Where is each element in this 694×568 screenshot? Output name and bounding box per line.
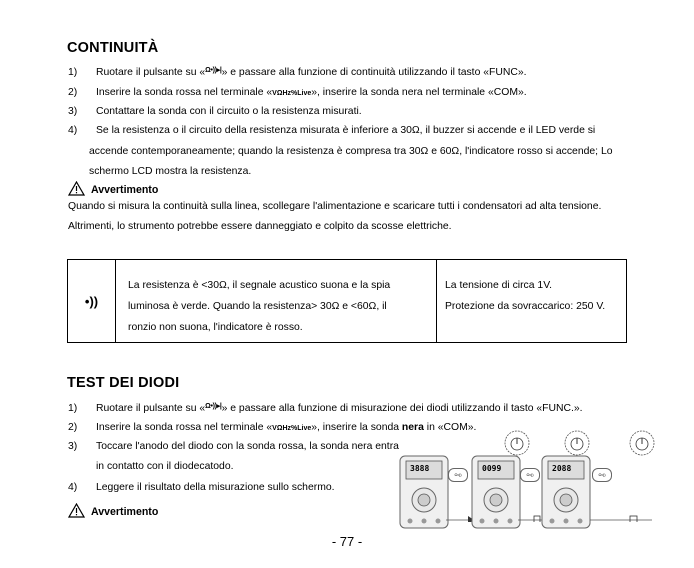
continuity-warning: Avvertimento <box>68 181 158 197</box>
multimeter-3 <box>540 454 592 530</box>
continuity-step-4-line-2: accende contemporaneamente; quando la resistenza è compresa tra 30Ω e 60Ω, l'indicatore rosso si accende; Lo <box>89 146 613 157</box>
diode-warning: Avvertimento <box>68 503 158 519</box>
step-number: 4) <box>68 125 78 136</box>
step-number: 3) <box>68 106 78 117</box>
continuity-spec-table <box>67 259 627 343</box>
diode-step-1: Ruotare il pulsante su «Ω•))▸|» e passare alla funzione di misurazione dei diodi utilizzando il tasto «FUNC.». <box>96 402 583 417</box>
dial-label: Ω•)) <box>520 468 540 482</box>
dial-label: Ω•)) <box>592 468 612 482</box>
step-number: 4) <box>68 482 78 493</box>
continuity-step-4-line-3: schermo LCD mostra la resistenza. <box>89 166 252 177</box>
step-number: 2) <box>68 422 78 433</box>
continuity-step-3: Contattare la sonda con il circuito o la resistenza misurati. <box>96 106 362 117</box>
step-number: 2) <box>68 87 78 98</box>
lcd-display: 0099 <box>482 464 502 473</box>
diode-step-3-line-1: Toccare l'anodo del diodo con la sonda rossa, la sonda nera entra <box>96 441 399 452</box>
rotary-symbol: Ω•))▸| <box>205 403 222 410</box>
diode-step-4: Leggere il risultato della misurazione sullo schermo. <box>96 482 335 493</box>
terminal-label: VΩHz%Live <box>272 90 312 97</box>
diode-heading: TEST DEI DIODI <box>67 375 180 391</box>
page-number: - 77 - <box>331 534 363 549</box>
lcd-display: 3888 <box>410 464 430 473</box>
buzzer-icon: •)) <box>68 260 116 343</box>
continuity-step-1: Ruotare il pulsante su «Ω•))▸|» e passare alla funzione di continuità utilizzando il tasto «FUNC». <box>96 66 527 81</box>
step-number: 1) <box>68 403 78 414</box>
rotary-symbol: Ω•))▸| <box>205 67 222 74</box>
continuity-warning-line-1: Quando si misura la continuità sulla linea, scollegare l'alimentazione e scaricare tutti i condensatori ad alta tensione. <box>68 201 602 212</box>
step-number: 1) <box>68 67 78 78</box>
spec-cell: La tensione di circa 1V. Protezione da sovraccarico: 250 V. <box>437 260 627 343</box>
description-cell: La resistenza è <30Ω, il segnale acustico suona e la spia luminosa è verde. Quando la resistenza> 30Ω e <60Ω, il ronzio non suona, l'indicatore è rosso. <box>116 260 437 343</box>
step-number: 3) <box>68 441 78 452</box>
continuity-heading: CONTINUITÀ <box>67 40 159 56</box>
dial-label: Ω•)) <box>448 468 468 482</box>
terminal-label: VΩHz%Live <box>272 425 312 432</box>
continuity-warning-line-2: Altrimenti, lo strumento potrebbe essere danneggiato e colpito da scosse elettriche. <box>68 221 452 232</box>
dial-callout-icon <box>625 428 659 458</box>
diode-step-3-line-2: in contatto con il diodecatodo. <box>96 461 234 472</box>
diode-probe-icon <box>590 502 652 522</box>
diode-step-2: Inserire la sonda rossa nel terminale «VΩHz%Live», inserire la sonda nera in «COM». <box>96 421 476 436</box>
continuity-step-4-line-1: Se la resistenza o il circuito della resistenza misurata è inferiore a 30Ω, il buzzer si accende e il LED verde si <box>96 125 596 136</box>
lcd-display: 2088 <box>552 464 572 473</box>
continuity-step-2: Inserire la sonda rossa nel terminale «VΩHz%Live», inserire la sonda nera nel terminale «COM». <box>96 86 527 101</box>
multimeter-2 <box>470 454 522 530</box>
warning-triangle-icon <box>68 181 85 196</box>
multimeter-1 <box>398 454 450 530</box>
warning-triangle-icon <box>68 503 85 518</box>
